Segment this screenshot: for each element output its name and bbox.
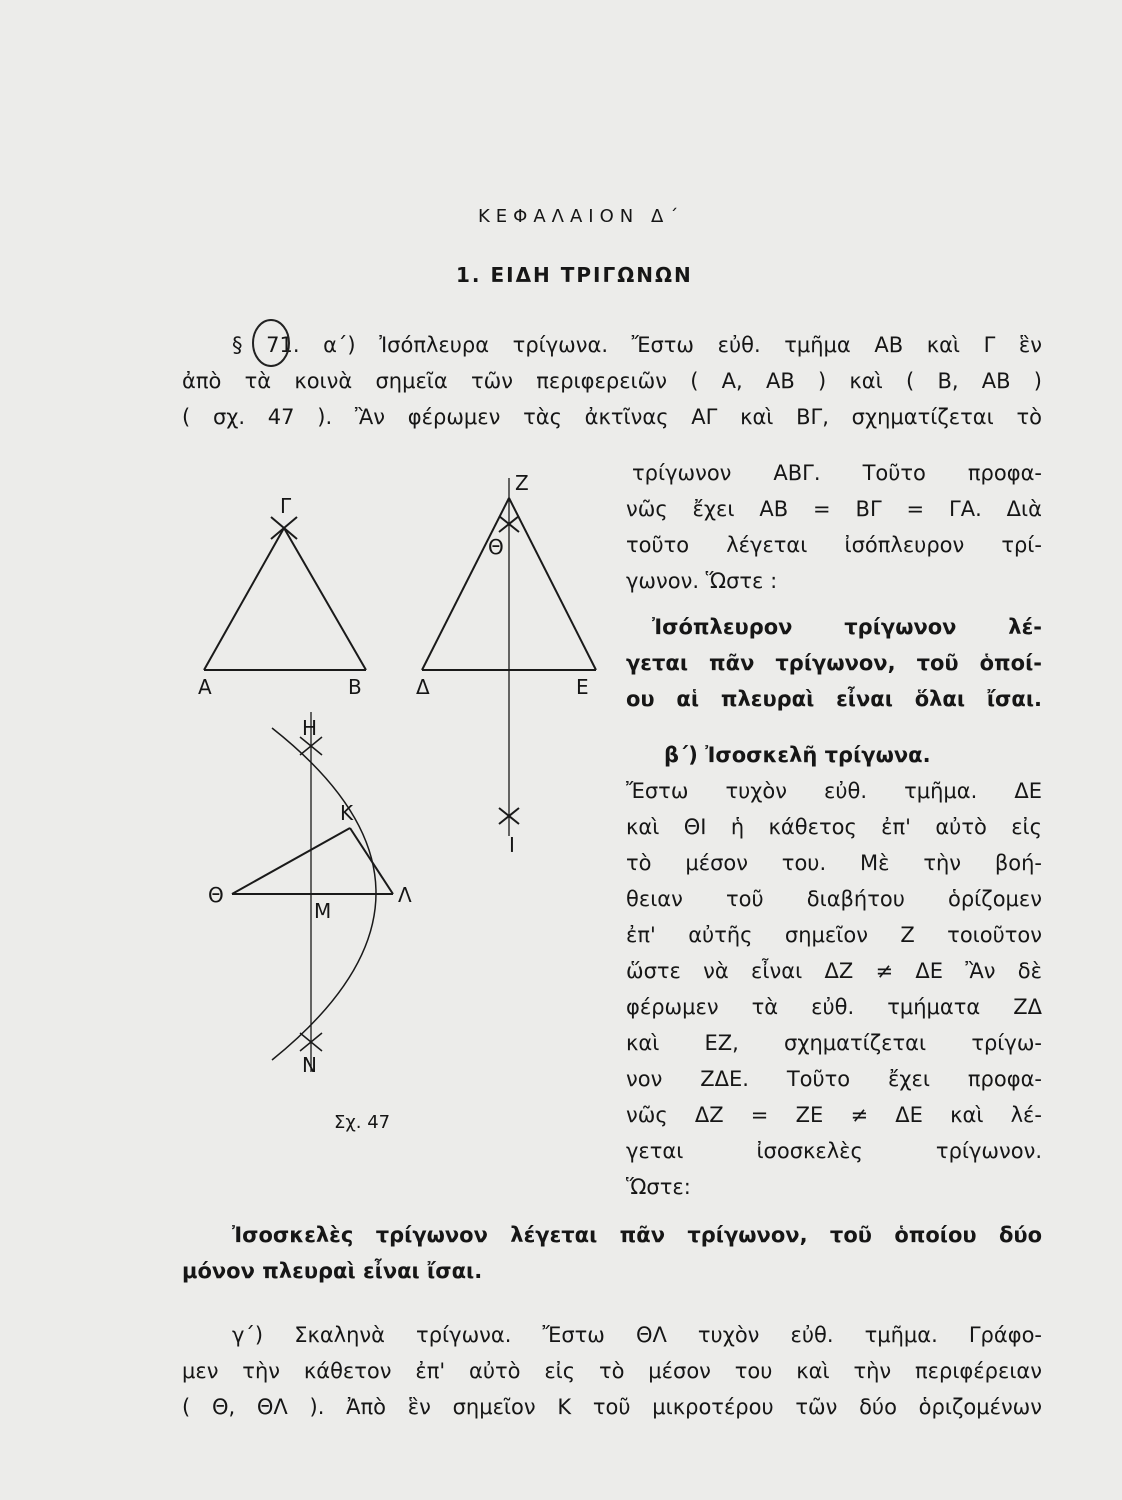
label-theta: Θ — [488, 535, 504, 559]
label-gamma: Γ — [280, 494, 292, 518]
handwritten-circle — [253, 320, 289, 366]
definition-line: Ἰσόπλευρον τρίγωνον λέ- — [652, 615, 1042, 639]
definition-line: γεται πᾶν τρίγωνον, τοῦ ὁποί- — [626, 651, 1042, 675]
label-theta-2: Θ — [208, 883, 224, 907]
label-lambda: Λ — [398, 883, 412, 907]
paragraph-line: νον ΖΔΕ. Τοῦτο ἔχει προφα- — [626, 1067, 1042, 1091]
paragraph-line: νῶς ἔχει ΑΒ = ΒΓ = ΓΑ. Διὰ — [626, 497, 1042, 521]
paragraph-line: τοῦτο λέγεται ἰσόπλευρον τρί- — [626, 533, 1042, 557]
paragraph-line: τὸ μέσον του. Μὲ τὴν βοή- — [626, 851, 1042, 875]
definition-line: Ἰσοσκελὲς τρίγωνον λέγεται πᾶν τρίγωνον, τοῦ ὁποίου δύο — [232, 1223, 1042, 1247]
section-heading: 1. ΕΙΔΗ ΤΡΙΓΩΝΩΝ — [456, 263, 693, 287]
paragraph-line: ( Θ, ΘΛ ). Ἀπὸ ἓν σημεῖον Κ τοῦ μικροτέρου τῶν δύο ὁριζομένων — [182, 1395, 1042, 1419]
paragraph-line: ἀπὸ τὰ κοινὰ σημεῖα τῶν περιφερειῶν ( Α, ΑΒ ) καὶ ( Β, ΑΒ ) — [182, 369, 1042, 393]
label-delta: Δ — [416, 675, 430, 699]
definition-line: ου αἱ πλευραὶ εἶναι ὅλαι ἴσαι. — [626, 687, 1042, 711]
paragraph-line: ἐπ' αὐτῆς σημεῖον Ζ τοιοῦτον — [626, 923, 1042, 947]
paragraph-line: καὶ ΕΖ, σχηματίζεται τρίγω- — [626, 1031, 1042, 1055]
label-kappa: Κ — [340, 801, 354, 825]
paragraph-line: γεται ἰσοσκελὲς τρίγωνον. — [626, 1139, 1042, 1163]
isosceles-triangle — [422, 478, 596, 836]
label-epsilon: Ε — [576, 675, 589, 699]
paragraph-line: Ὥστε: — [626, 1175, 691, 1199]
figure-caption: Σχ. 47 — [334, 1112, 391, 1133]
label-eta: Η — [302, 716, 318, 740]
label-beta: Β — [348, 675, 362, 699]
label-nu: Ν — [302, 1053, 317, 1077]
paragraph-line: γ΄) Σκαληνὰ τρίγωνα. Ἔστω ΘΛ τυχὸν εὐθ. τμῆμα. Γράφο- — [232, 1323, 1042, 1347]
paragraph-line: μεν τὴν κάθετον ἐπ' αὐτὸ εἰς τὸ μέσον του καὶ τὴν περιφέρειαν — [182, 1359, 1042, 1383]
label-zeta: Ζ — [515, 471, 529, 495]
equilateral-triangle — [204, 517, 366, 670]
paragraph-line: ὥστε νὰ εἶναι ΔΖ ≠ ΔΕ Ἂν δὲ — [626, 959, 1042, 983]
paragraph-line: Ἔστω τυχὸν εὐθ. τμῆμα. ΔΕ — [626, 779, 1042, 803]
scalene-triangle — [232, 712, 393, 1072]
paragraph-line: νῶς ΔΖ = ΖΕ ≠ ΔΕ καὶ λέ- — [626, 1103, 1042, 1127]
chapter-heading: ΚΕΦΑΛΑΙΟΝ Δ΄ — [478, 206, 685, 227]
label-mu: Μ — [314, 899, 332, 923]
label-iota: Ι — [509, 833, 515, 857]
paragraph-line: ( σχ. 47 ). Ἂν φέρωμεν τὰς ἀκτῖνας ΑΓ καὶ ΒΓ, σχηματίζεται τὸ — [182, 405, 1042, 429]
paragraph-line: § 71. α΄) Ἰσόπλευρα τρίγωνα. Ἔστω εὐθ. τμῆμα ΑΒ καὶ Γ ἓν — [232, 333, 1042, 357]
subsection-heading: β΄) Ἰσοσκελῆ τρίγωνα. — [664, 743, 931, 767]
paragraph-line: καὶ ΘΙ ἡ κάθετος ἐπ' αὐτὸ εἰς — [626, 815, 1042, 839]
paragraph-line: γωνον. Ὥστε : — [626, 569, 778, 593]
paragraph-line: φέρωμεν τὰ εὐθ. τμήματα ΖΔ — [626, 995, 1042, 1019]
paragraph-line: θειαν τοῦ διαβήτου ὁρίζομεν — [626, 887, 1042, 911]
definition-line: μόνον πλευραὶ εἶναι ἴσαι. — [182, 1259, 483, 1283]
paragraph-line: τρίγωνον ΑΒΓ. Τοῦτο προφα- — [632, 461, 1042, 485]
label-alpha: Α — [198, 675, 212, 699]
